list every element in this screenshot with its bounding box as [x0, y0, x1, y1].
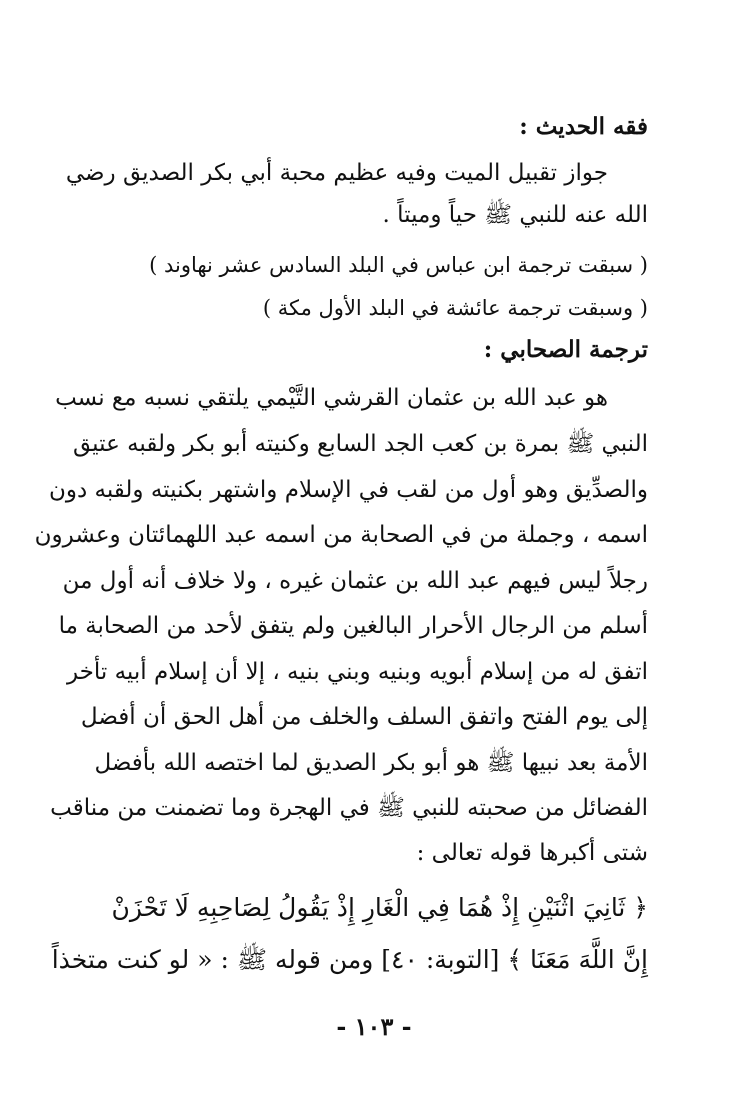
heading-fiqh: فقه الحديث : — [519, 113, 648, 140]
body-line-8: إلى يوم الفتح واتفق السلف والخلف من أهل الحق أن أفضل — [80, 704, 648, 730]
body-line-11: شتى أكبرها قوله تعالى : — [416, 840, 648, 866]
body-line-5: رجلاً ليس فيهم عبد الله بن عثمان غيره ، ولا خلاف أنه أول من — [62, 568, 648, 594]
fiqh-line-2: الله عنه للنبي ﷺ حياً وميتاً . — [382, 202, 648, 228]
heading-companion: ترجمة الصحابي : — [483, 336, 648, 363]
body-line-4: اسمه ، وجملة من في الصحابة من اسمه عبد اللهمائتان وعشرون — [34, 522, 648, 548]
body-line-2: النبي ﷺ بمرة بن كعب الجد السابع وكنيته أبو بكر ولقبه عتيق — [73, 431, 648, 457]
fiqh-line-1: جواز تقبيل الميت وفيه عظيم محبة أبي بكر الصديق رضي — [65, 160, 608, 186]
body-line-6: أسلم من الرجال الأحرار البالغين ولم يتفق لأحد من الصحابة ما — [58, 613, 648, 639]
verse-line-2: إِنَّ اللَّهَ مَعَنَا ﴾ [التوبة: ٤٠] ومن قوله ﷺ : « لو كنت متخذاً — [51, 945, 648, 974]
body-line-3: والصدِّيق وهو أول من لقب في الإسلام واشتهر بكنيته ولقبه دون — [48, 477, 648, 503]
note-line-2: ( وسبقت ترجمة عائشة في البلد الأول مكة ) — [262, 296, 648, 320]
page-number: - ١٠٣ - — [336, 1012, 412, 1041]
note-line-1: ( سبقت ترجمة ابن عباس في البلد السادس عشر نهاوند ) — [149, 253, 648, 277]
body-line-7: اتفق له من إسلام أبويه وبنيه وبني بنيه ، إلا أن إسلام أبيه تأخر — [66, 659, 648, 685]
body-line-10: الفضائل من صحبته للنبي ﷺ في الهجرة وما تضمنت من مناقب — [50, 795, 648, 821]
body-line-9: الأمة بعد نبيها ﷺ هو أبو بكر الصديق لما اختصه الله بأفضل — [94, 750, 648, 776]
body-line-1: هو عبد الله بن عثمان القرشي التَّيْمي يلتقي نسبه مع نسب — [55, 385, 608, 411]
verse-line-1: ﴿ ثَانِيَ اثْنَيْنِ إِذْ هُمَا فِي الْغَارِ إِذْ يَقُولُ لِصَاحِبِهِ لَا تَحْزَنْ — [111, 893, 648, 922]
